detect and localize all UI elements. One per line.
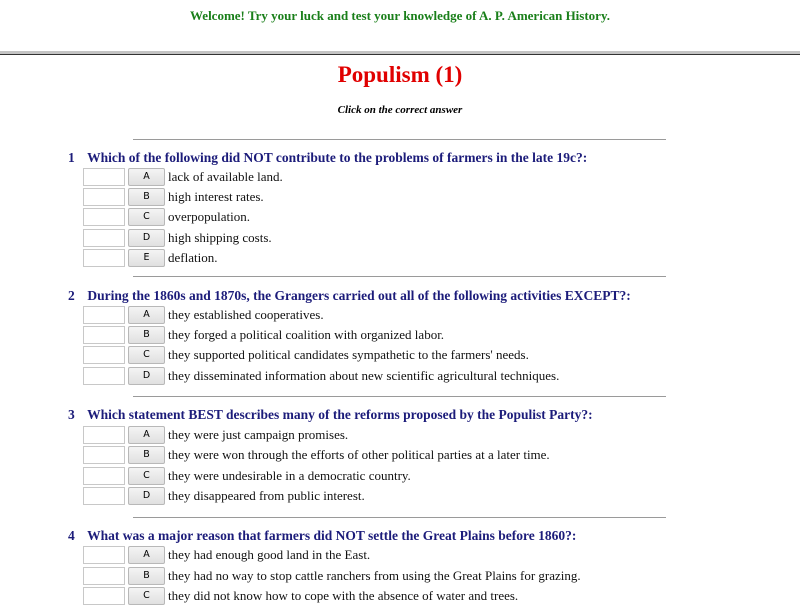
option-2c (83, 345, 529, 364)
answer-box[interactable] (83, 346, 125, 364)
answer-box[interactable] (83, 546, 125, 564)
option-1d (83, 228, 272, 247)
answer-box[interactable] (83, 587, 125, 605)
question-text: During the 1860s and 1870s, the Grangers carried out all of the following activities EXCEPT?: (87, 288, 631, 303)
question-number: 4 (68, 528, 75, 543)
option-c-button[interactable]: C (128, 346, 165, 364)
option-text: high interest rates. (168, 188, 264, 204)
answer-box[interactable] (83, 208, 125, 226)
option-b-button[interactable]: B (128, 326, 165, 344)
option-2a (83, 305, 324, 324)
question-text: Which statement BEST describes many of the reforms proposed by the Populist Party?: (87, 407, 593, 422)
answer-box[interactable] (83, 229, 125, 247)
option-a-button[interactable]: A (128, 426, 165, 444)
option-text: they did not know how to cope with the absence of water and trees. (168, 587, 519, 603)
option-4c (83, 586, 518, 605)
option-4a (83, 545, 370, 564)
question-number: 2 (68, 288, 75, 303)
answer-box[interactable] (83, 487, 125, 505)
option-text: they had no way to stop cattle ranchers from using the Great Plains for grazing. (168, 567, 581, 583)
question-number: 3 (68, 407, 75, 422)
question-text: What was a major reason that farmers did NOT settle the Great Plains before 1860?: (87, 528, 577, 543)
option-c-button[interactable]: C (128, 208, 165, 226)
answer-box[interactable] (83, 188, 125, 206)
option-1c (83, 207, 250, 226)
option-d-button[interactable]: D (128, 487, 165, 505)
option-b-button[interactable]: B (128, 188, 165, 206)
option-text: they had enough good land in the East. (168, 546, 371, 562)
option-c-button[interactable]: C (128, 467, 165, 485)
option-text: they were won through the efforts of other political parties at a later time. (168, 446, 550, 462)
option-e-button[interactable]: E (128, 249, 165, 267)
question-3 (68, 407, 593, 423)
question-2 (68, 288, 631, 304)
option-1b (83, 187, 264, 206)
answer-box[interactable] (83, 367, 125, 385)
answer-box[interactable] (83, 567, 125, 585)
option-d-button[interactable]: D (128, 367, 165, 385)
question-1 (68, 150, 587, 166)
instruction-text: Click on the correct answer (337, 104, 463, 116)
option-text: they were undesirable in a democratic country. (168, 467, 411, 483)
answer-box[interactable] (83, 467, 125, 485)
option-text: they established cooperatives. (168, 306, 324, 322)
option-2d (83, 366, 559, 385)
option-text: high shipping costs. (168, 229, 272, 245)
option-1e (83, 248, 217, 267)
option-4b (83, 566, 581, 585)
answer-box[interactable] (83, 249, 125, 267)
option-3b (83, 445, 550, 464)
option-text: they disseminated information about new scientific agricultural techniques. (168, 367, 560, 383)
option-b-button[interactable]: B (128, 446, 165, 464)
question-divider (133, 517, 666, 518)
question-divider (133, 396, 666, 397)
question-4 (68, 528, 576, 544)
header-divider-shadow (0, 54, 800, 55)
option-text: they supported political candidates sympathetic to the farmers' needs. (168, 346, 529, 362)
answer-box[interactable] (83, 426, 125, 444)
answer-box[interactable] (83, 326, 125, 344)
answer-box[interactable] (83, 446, 125, 464)
option-3d (83, 486, 365, 505)
answer-box[interactable] (83, 168, 125, 186)
option-c-button[interactable]: C (128, 587, 165, 605)
option-b-button[interactable]: B (128, 567, 165, 585)
option-text: lack of available land. (168, 168, 283, 184)
question-text: Which of the following did NOT contribute to the problems of farmers in the late 19c?: (87, 150, 588, 165)
welcome-banner: Welcome! Try your luck and test your knowledge of A. P. American History. (190, 8, 610, 23)
option-3a (83, 425, 348, 444)
option-1a (83, 167, 283, 186)
option-text: they forged a political coalition with organized labor. (168, 326, 445, 342)
answer-box[interactable] (83, 306, 125, 324)
option-text: they were just campaign promises. (168, 426, 349, 442)
page-title: Populism (1) (337, 62, 463, 87)
option-text: overpopulation. (168, 208, 250, 224)
question-divider (133, 276, 666, 277)
option-text: deflation. (168, 249, 218, 265)
option-3c (83, 466, 411, 485)
question-number: 1 (68, 150, 75, 165)
option-a-button[interactable]: A (128, 546, 165, 564)
question-divider (133, 139, 666, 140)
option-text: they disappeared from public interest. (168, 487, 365, 503)
option-a-button[interactable]: A (128, 306, 165, 324)
option-a-button[interactable]: A (128, 168, 165, 186)
option-d-button[interactable]: D (128, 229, 165, 247)
option-2b (83, 325, 444, 344)
